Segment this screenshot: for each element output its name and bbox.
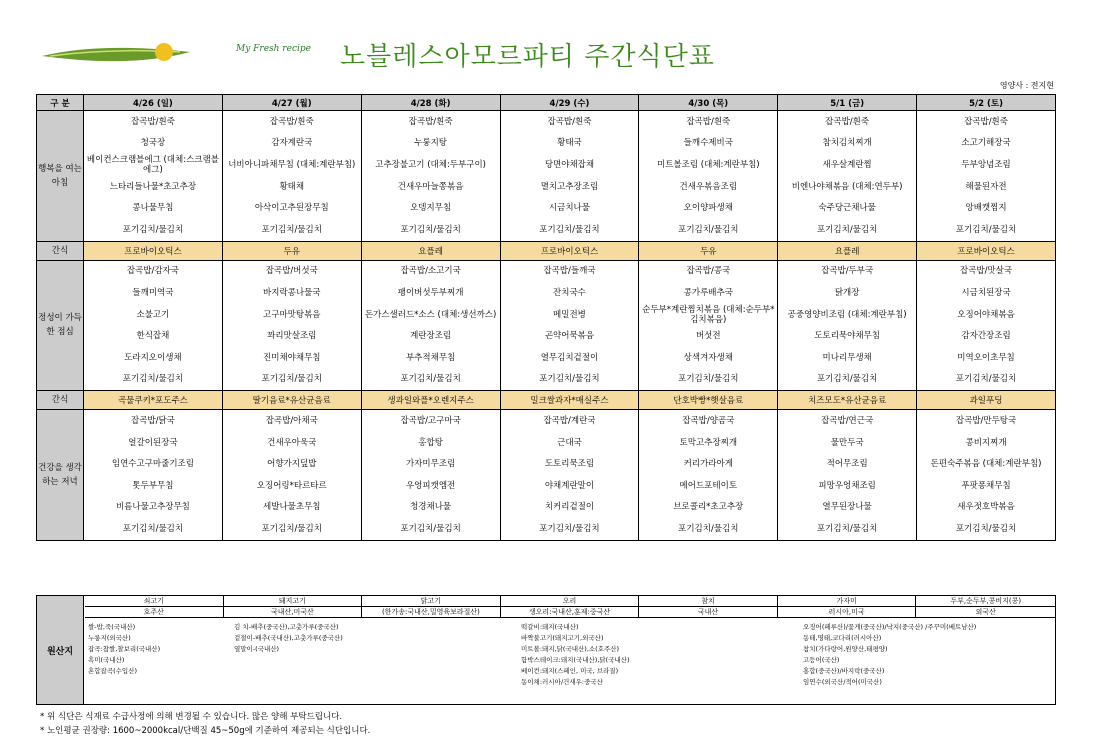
menu-item: 포기김치/물김치 [955,523,1017,534]
menu-item: 푸팟퐁채무침 [961,480,1011,491]
origin-label: 원산지 [37,596,84,704]
menu-item: 돈가스샐러드*소스 (대체:생선까스) [364,309,497,320]
breakfast-row [37,111,1056,242]
menu-item: 잡곡밥/흰죽 [408,116,453,127]
origin-column [659,621,800,703]
menu-item: 얼갈이된장국 [128,437,178,448]
dinner-day-cell [500,410,639,541]
menu-item: 꽈리맛살조림 [267,331,317,342]
menu-item: 해물된자전 [965,181,1007,192]
menu-item: 토막고추장찌개 [679,437,738,448]
snack-item: 두유 [222,241,361,260]
menu-item: 열무김치겉절이 [540,352,599,363]
origin-head-cell: 쇠고기 [85,596,224,607]
origin-head-country [85,607,1055,618]
origin-details [85,621,1055,703]
day-header: 4/30 (목) [639,95,778,111]
snack-label: 간식 [37,241,84,260]
leaf-logo-icon [40,38,200,70]
menu-item: 미트볼조림 (대체:계란부침) [657,159,760,170]
menu-item: 임연수고구마줄기조림 [111,459,194,470]
menu-item: 브로콜리*초고추장 [673,502,744,513]
origin-head-cell: 가자미 [778,596,917,607]
origin-column [231,621,377,703]
menu-item: 부추적채무침 [405,352,456,363]
origin-line: 오징어(페루산)/꽃게(중국산)/낙지(중국산) /주꾸미(베트남산) [803,623,977,631]
menu-item: 너비아니파채무침 (대체:계란부침) [228,159,356,170]
menu-item: 오징어링*타르타르 [256,480,327,491]
lunch-label [37,260,84,391]
origin-line: 미트볼:돼지,닭(국내산),소(호주산) [521,645,620,653]
breakfast-day-cell [639,111,778,242]
menu-item: 홍합탕 [418,437,443,448]
menu-item: 잡곡밥/흰죽 [964,116,1008,127]
author-label: 영양사 : 전지현 [999,81,1054,90]
menu-item: 메밀전병 [553,309,586,320]
menu-item: 콩나물무침 [132,203,174,214]
menu-item: 참치김치찌개 [822,138,872,149]
origin-column [518,621,659,703]
snack-item: 프로바이오틱스 [84,241,223,260]
menu-item: 버섯전 [695,331,721,342]
menu-item: 잡곡밥/연근국 [821,415,874,426]
weekly-menu-table [36,94,1056,541]
menu-item: 잡곡밥/계란국 [543,415,596,426]
menu-item: 감자계란국 [271,138,313,149]
menu-item: 소고기해장국 [961,138,1011,149]
origin-head-cell: 오리 [501,596,640,607]
origin-line: 열말이-(국내산) [234,645,280,653]
menu-item: 건새우아욱국 [267,437,317,448]
menu-item: 황태국 [557,138,582,149]
origin-column [377,621,518,703]
day-header: 5/2 (토) [917,95,1056,111]
menu-item: 바지락콩나물국 [263,287,321,298]
origin-head-cell: 닭고기 [362,596,501,607]
menu-item: 곤약어묵볶음 [544,331,595,342]
menu-item: 잡곡밥/소고기국 [400,266,461,277]
origin-head-cell: 국내산 [639,607,778,618]
snack-item: 치즈모도*유산균음료 [778,391,917,410]
menu-item: 상색겨자생채 [683,352,733,363]
breakfast-label [37,111,84,242]
menu-item: 근대국 [557,437,582,448]
menu-item: 느타리들나물*초고추장 [109,181,197,192]
menu-item: 커리가라아게 [683,459,733,470]
origin-line: 흑미(국내산) [88,656,125,664]
breakfast-day-cell [84,111,223,242]
menu-item: 소불고기 [136,309,170,320]
menu-item: 비엔나야채볶음 (대체:연두부) [791,181,903,192]
origin-line: 김 치-배추(중국산),고춧가루(중국산) [234,623,339,631]
menu-item: 물만두국 [830,437,864,448]
menu-item: 잡곡밥/아채국 [265,415,318,426]
menu-item: 잡곡밥/감자국 [126,266,179,277]
menu-item: 잔치국수 [553,287,586,298]
menu-item: 포기김치/물김치 [816,523,878,534]
menu-item: 포기김치/물김치 [400,523,461,534]
menu-item: 오이양파생채 [683,203,733,214]
menu-item: 고추장불고기 (대체:두부구이) [375,159,486,170]
menu-item: 새우젓호박볶음 [957,502,1015,513]
menu-item: 잡곡밥/흰죽 [686,116,731,127]
snack-item: 프로바이오틱스 [500,241,639,260]
menu-item: 잡곡밥/흰죽 [130,116,175,127]
origin-head-cell: 돼지고기 [224,596,363,607]
snack-item: 두유 [639,241,778,260]
origin-line: 베이컨:돼지(스페인, 미국, 브라질) [521,667,619,675]
origin-line: 홍합(중국산)/바지락(중국산) [803,667,885,675]
origin-line: 바짝불고기(돼지고기,외국산) [521,634,604,642]
dinner-day-cell [778,410,917,541]
day-header: 4/29 (수) [500,95,639,111]
origin-head-cell: 러시아,미국 [778,607,917,618]
menu-item: 시금치된장국 [961,287,1011,298]
origin-line: 임연수(외국산/적어(미국산) [803,678,882,686]
footnote: * 위 식단은 식재료 수급사정에 의해 변경될 수 있습니다. 많은 양해 부탁드립니다. [40,712,343,722]
menu-item: 잡곡밥/흰죽 [547,116,592,127]
menu-item: 순두부*계란찜치볶음 (대체:순두부*김치볶음) [642,304,775,325]
footnotes [40,710,370,738]
menu-item: 치커리겉절이 [544,502,595,513]
origin-line: 고등어(국산) [803,656,840,664]
dinner-label [37,410,84,541]
dinner-day-cell [84,410,223,541]
meal-label-text: 행복을 여는 아침 [38,163,82,188]
menu-item: 톳두부무침 [132,480,174,491]
menu-item: 건새우마늘쫑볶음 [397,181,464,192]
menu-item: 베이컨스크램블에그 (대체:스크램블에그) [86,154,219,175]
menu-item: 잡곡밥/버섯국 [265,266,318,277]
lunch-day-cell [84,260,223,391]
menu-item: 포기김치/물김치 [816,224,878,235]
breakfast-day-cell [361,111,500,242]
snack-item: 밀크쌀과자*매실주스 [500,391,639,410]
menu-item: 잡곡밥/두부국 [821,266,874,277]
menu-item: 포기김치/물김치 [400,224,461,235]
menu-item: 포기김치/물김치 [122,224,184,235]
day-header: 4/26 (일) [84,95,223,111]
menu-item: 포기김치/물김치 [261,224,322,235]
day-header: 4/28 (화) [361,95,500,111]
menu-item: 포기김치/물김치 [400,374,461,385]
meal-label-text: 정성이 가득한 점심 [38,313,82,338]
breakfast-day-cell [917,111,1056,242]
menu-item: 잡곡밥/만두탕국 [955,415,1017,426]
menu-item: 들깨미역국 [132,287,174,298]
menu-item: 오뎅지무침 [410,203,452,214]
breakfast-day-cell [222,111,361,242]
menu-item: 닭개장 [834,287,860,298]
menu-item: 가자미무조림 [405,459,456,470]
origin-line: 동이채:러시아/건새우:중국산 [521,678,603,686]
origin-head-cell: 호주산 [85,607,224,618]
snack-item: 딸기음료*유산균음료 [222,391,361,410]
menu-item: 청경채나물 [410,502,452,513]
lunch-day-cell [222,260,361,391]
origin-line: 겉절이-배추(국내산),고춧가루(중국산) [234,634,343,642]
menu-item: 잡곡밥/양곰국 [682,415,735,426]
menu-item: 포기김치/물김치 [955,374,1017,385]
menu-item: 열무된장나물 [822,502,872,513]
day-header: 4/27 (월) [222,95,361,111]
menu-item: 잡곡밥/들깨국 [543,266,596,277]
origin-line: 함박스테이크:돼지(국내산),닭(국내산) [521,656,630,664]
menu-item: 진미채야채무침 [263,352,321,363]
menu-item: 감자간장조림 [961,331,1011,342]
menu-item: 미역오이초무침 [957,352,1015,363]
lunch-day-cell [639,260,778,391]
menu-item: 포기김치/물김치 [539,224,600,235]
menu-item: 돈편숙주볶음 (대체:계란부침) [930,459,1042,470]
origin-line: 쌀-밥,죽(국내산) [88,623,136,631]
menu-item: 잡곡밥/고구마국 [400,415,461,426]
menu-item: 포기김치/물김치 [539,374,600,385]
menu-item: 공중영양비조림 (대체:계란부침) [787,309,907,320]
day-header-row [37,95,1056,111]
menu-item: 숙주당근채나물 [818,203,876,214]
origin-column [85,621,231,703]
menu-item: 포기김치/물김치 [678,374,739,385]
menu-item: 포기김치/물김치 [678,224,739,235]
snack2-row [37,391,1056,410]
snack-item: 요플레 [361,241,500,260]
snack-item: 요플레 [778,241,917,260]
origin-line: 떡갈비:돼지(국내산) [521,623,579,631]
menu-item: 미나리무생채 [822,352,872,363]
origin-head-cell: 참치 [639,596,778,607]
dinner-day-cell [361,410,500,541]
brand-text: My Fresh recipe [236,44,311,54]
page-title: 노블레스아모르파티 주간식단표 [340,42,715,72]
origin-head-cell: 외국산 [916,607,1055,618]
menu-item: 계란장조림 [410,331,452,342]
menu-item: 적어무조림 [826,459,868,470]
origin-column [800,621,1055,703]
dinner-day-cell [639,410,778,541]
menu-item: 잡곡밥/흰죽 [269,116,314,127]
origin-line: 동태,명태,코다리(러시아산) [803,634,882,642]
menu-item: 멸치고추장조림 [540,181,599,192]
menu-item: 비름나물고추장무침 [115,502,190,513]
menu-item: 잡곡밥/맛살국 [959,266,1013,277]
menu-item: 청국장 [140,138,166,149]
origin-line: 참치(가다랑어,원양산,태평양) [803,645,888,653]
day-header: 5/1 (금) [778,95,917,111]
lunch-day-cell [361,260,500,391]
menu-item: 세발나물초무침 [263,502,321,513]
menu-item: 포기김치/물김치 [539,523,600,534]
breakfast-day-cell [500,111,639,242]
origin-head-cell: 국내산,미국산 [224,607,363,618]
menu-item: 포기김치/물김치 [122,523,184,534]
corner-cell: 구 분 [37,95,84,111]
menu-item: 들깨수제비국 [683,138,733,149]
dinner-day-cell [917,410,1056,541]
menu-item: 포기김치/물김치 [261,374,322,385]
menu-item: 새우살계란찜 [822,159,872,170]
snack-item: 곡물쿠키*포도주스 [84,391,223,410]
menu-item: 아삭이고추된장무침 [254,203,329,214]
menu-item: 도토리묵야채무침 [814,331,880,342]
dinner-day-cell [222,410,361,541]
snack-item: 과일푸딩 [917,391,1056,410]
origin-line: 누룽지(외국산) [88,634,131,642]
menu-item: 한식잡채 [136,331,170,342]
menu-item: 포기김치/물김치 [122,374,184,385]
menu-item: 잡곡밥/흰죽 [825,116,870,127]
origin-head-cell: 생오리:국내산,훈제:중국산 [501,607,640,618]
menu-item: 콩비지찌개 [965,437,1007,448]
origin-head-cell: (한가송:국내산,밀영육보라질산) [362,607,501,618]
menu-item: 우엉피캣엠전 [405,480,456,491]
lunch-day-cell [500,260,639,391]
menu-item: 잡곡밥/닭국 [130,415,175,426]
menu-item: 어향가지덮밥 [267,459,317,470]
menu-item: 오징어야채볶음 [957,309,1015,320]
snack-item: 생과일와플*오렌지주스 [361,391,500,410]
dinner-row [37,410,1056,541]
menu-item: 시금치나물 [548,203,590,214]
menu-item: 메어드포테이토 [679,480,738,491]
menu-item: 고구마맛탕볶음 [263,309,321,320]
snack-item: 프로바이오틱스 [917,241,1056,260]
menu-item: 팽이버섯두부찌개 [397,287,464,298]
menu-item: 건새우볶음조림 [679,181,738,192]
breakfast-day-cell [778,111,917,242]
lunch-day-cell [917,260,1056,391]
menu-item: 포기김치/물김치 [816,374,878,385]
menu-item: 피망우엉채조림 [818,480,876,491]
menu-item: 콩가루배추국 [683,287,733,298]
origin-line: 혼합잡곡(수입산) [88,667,138,675]
footnote: * 노인평균 권장량: 1600~2000kcal/단백질 45~50g에 기준하여 제공되는 식단입니다. [40,726,371,736]
page-header [0,0,1094,95]
menu-item: 황태채 [279,181,305,192]
menu-item: 도라지오이생채 [124,352,182,363]
meal-label-text: 건강을 생각하는 저녁 [38,462,82,487]
lunch-row [37,260,1056,391]
menu-item: 도토리묵조림 [544,459,595,470]
lunch-day-cell [778,260,917,391]
snack1-row [37,241,1056,260]
origin-head-meat [85,596,1055,607]
menu-item: 앙배캣찜지 [965,203,1007,214]
menu-item: 두부앙념조림 [961,159,1011,170]
menu-item: 잡곡밥/콩국 [686,266,731,277]
menu-item: 누룽지탕 [414,138,448,149]
origin-line: 잡곡:찹쌀,찰보리(국내산) [88,645,161,653]
menu-item: 포기김치/물김치 [678,523,739,534]
menu-item: 포기김치/물김치 [955,224,1017,235]
menu-item: 포기김치/물김치 [261,523,322,534]
origin-head-cell: 두부,순두부,콩비지(콩) [916,596,1055,607]
menu-item: 당면야채잡채 [544,159,595,170]
snack-label: 간식 [37,391,84,410]
snack-item: 단호박빵*햇살음료 [639,391,778,410]
origin-section [36,595,1056,705]
menu-item: 야채계란말이 [544,480,595,491]
